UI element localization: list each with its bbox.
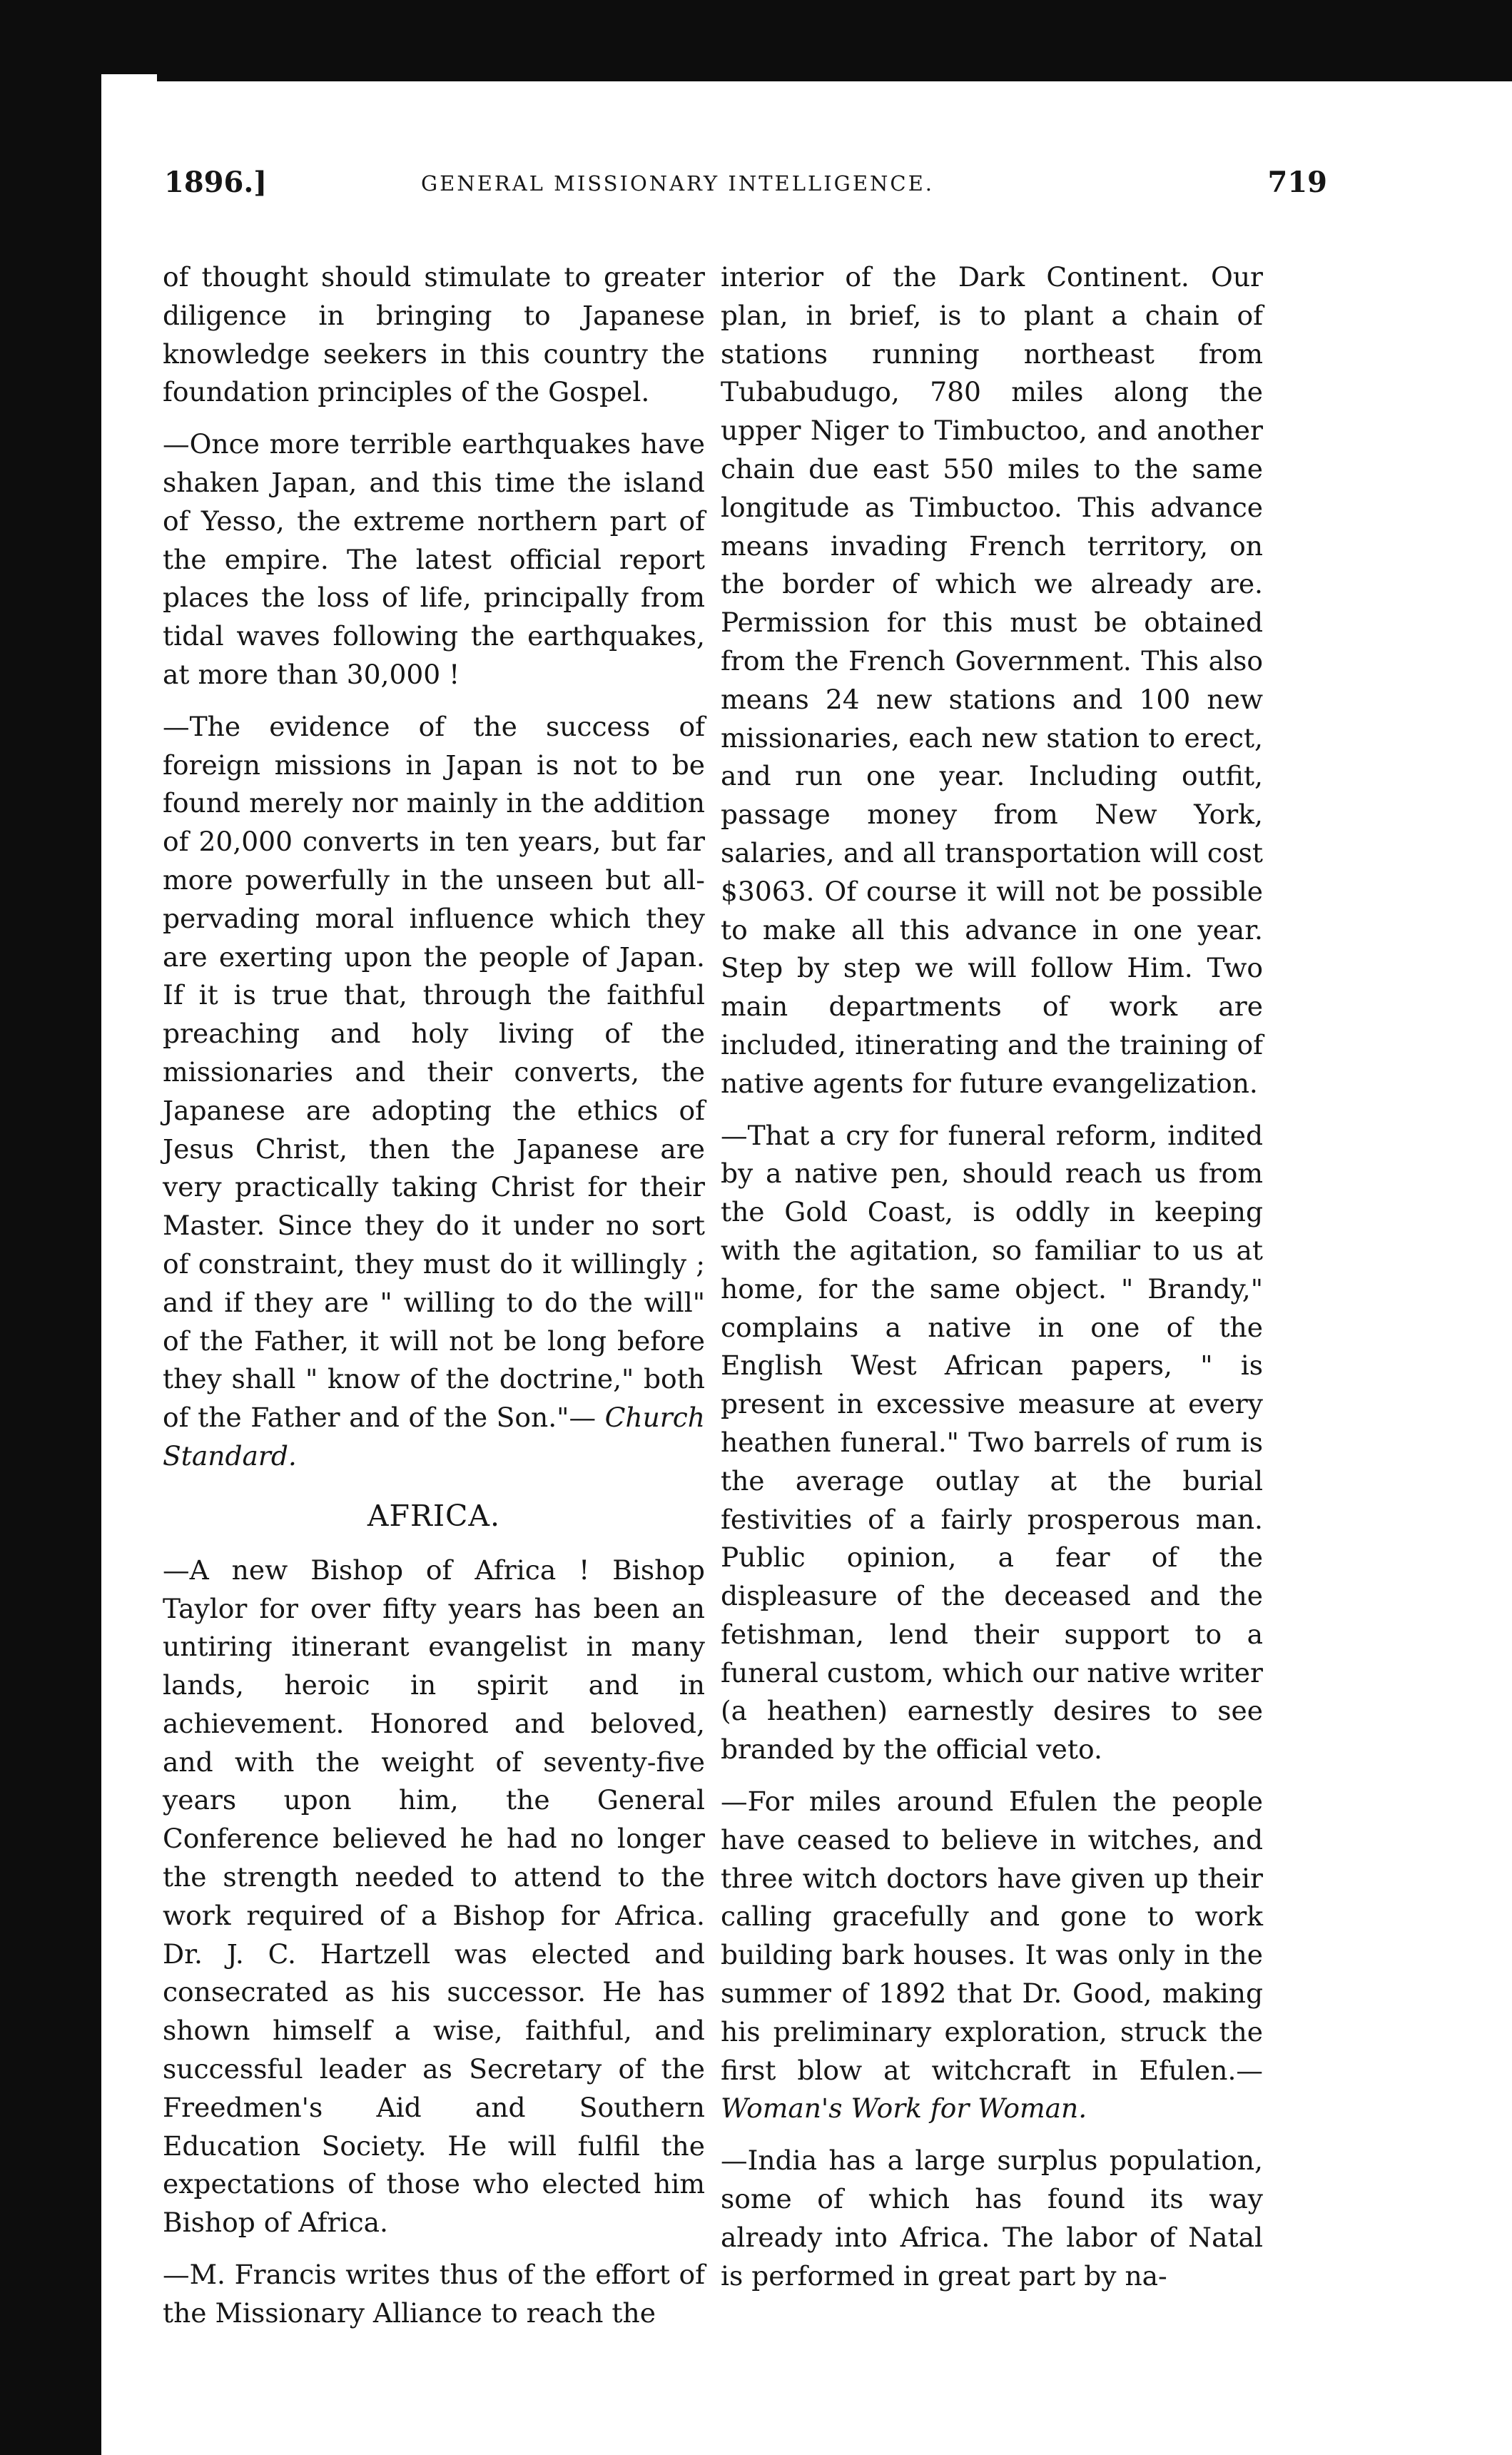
scan-border-left <box>0 0 101 2455</box>
paragraph-india: —India has a large surplus population, some of which has found its way already into Africa. The labor of Natal is performed in great part by na- <box>721 2145 1263 2292</box>
source-citation: Church Standard. <box>163 1402 705 1472</box>
paragraph-evidence-text: —The evidence of the success of foreign missions in Japan is not to be found merely nor mainly in the addition of 20,000 converts in ten years, but far more powerfully in the unseen but all-pervading moral influence which they are exerting upon the people of Japan. If it is true that, through the faithful preaching and holy living of the missionaries and their converts, the Japanese are adopting the ethics of Jesus Christ, then the Japanese are very practically taking Christ for their Master. Since they do it under no sort of constraint, they must do it willingly ; and if they are " willing to do the will" of the Father, it will not be long before they shall " know of the doctrine," both of the Father and of the Son."— <box>163 710 705 1434</box>
paragraph-earthquakes: —Once more terrible earthquakes have shaken Japan, and this time the island of Yesso, the extreme northern part of the empire. The latest official report places the loss of life, principally from tidal waves following the earthquakes, at more than 30,000 ! <box>163 428 705 690</box>
right-column <box>721 258 1263 2309</box>
section-heading-africa: AFRICA. <box>367 1498 501 1533</box>
paragraph-efulen-text: —For miles around Efulen the people have ceased to believe in witches, and three witch doctors have given up their calling gracefully and gone to work building bark houses. It was only in the summer of 1892 that Dr. Good, making his preliminary exploration, struck the first blow at witchcraft in Efulen.— <box>721 1786 1263 2086</box>
paragraph-japan-knowledge: of thought should stimulate to greater diligence in bringing to Japanese knowledge seekers in this country the foundation principles of the Gospel. <box>163 261 705 408</box>
paragraph-efulen <box>721 1783 1263 2128</box>
source-citation: Woman's Work for Woman. <box>721 2092 1087 2125</box>
page-number: 719 <box>1267 166 1327 199</box>
page-margin <box>101 74 120 2455</box>
running-header <box>164 166 1327 208</box>
paragraph-funeral-reform: —That a cry for funeral reform, indited by a native pen, should reach us from the Gold Coast, is oddly in keeping with the agitation, so familiar to us at home, for the same object. " Brandy," complains a native in one of the English West African papers, " is present in excessive measure at every heathen funeral." Two barrels of rum is the average outlay at the burial festivities of a fairly prosperous man. Public opinion, a fear of the displeasure of the deceased and the fetishman, lend their support to a funeral custom, which our native writer (a heathen) earnestly desires to see branded by the official veto. <box>721 1119 1263 1766</box>
paragraph-dark-continent: interior of the Dark Continent. Our plan, in brief, is to plant a chain of stations running northeast from Tubabudugo, 780 miles along the upper Niger to Timbuctoo, and another chain due east 550 miles to the same longitude as Timbuctoo. This advance means invading French territory, on the border of which we already are. Permission for this must be obtained from the French Government. This also means 24 new stations and 100 new missionaries, each new station to erect, and run one year. Including outfit, passage money from New York, salaries, and all transportation will cost $3063. Of course it will not be possible to make all this advance in one year. Step by step we will follow Him. Two main departments of work are included, itinerating and the training of native agents for future evangelization. <box>721 261 1263 1099</box>
left-column <box>163 258 705 2347</box>
scan-border-top-edge <box>157 74 1512 81</box>
paragraph-francis: —M. Francis writes thus of the effort of the Missionary Alliance to reach the <box>163 2259 705 2329</box>
running-title: GENERAL MISSIONARY INTELLIGENCE. <box>421 171 934 196</box>
scan-border-top <box>0 0 1512 74</box>
paragraph-evidence-success <box>163 708 705 1476</box>
header-year: 1896.] <box>164 166 268 199</box>
paragraph-new-bishop: —A new Bishop of Africa ! Bishop Taylor for over fifty years has been an untiring itinerant evangelist in many lands, heroic in spirit and in achievement. Honored and beloved, and with the weight of seventy-five years upon him, the General Conference believed he had no longer the strength needed to attend to the work required of a Bishop for Africa. Dr. J. C. Hartzell was elected and consecrated as his successor. He has shown himself a wise, faithful, and successful leader as Secretary of the Freedmen's Aid and Southern Education Society. He will fulfil the expectations of those who elected him Bishop of Africa. <box>163 1554 705 2239</box>
